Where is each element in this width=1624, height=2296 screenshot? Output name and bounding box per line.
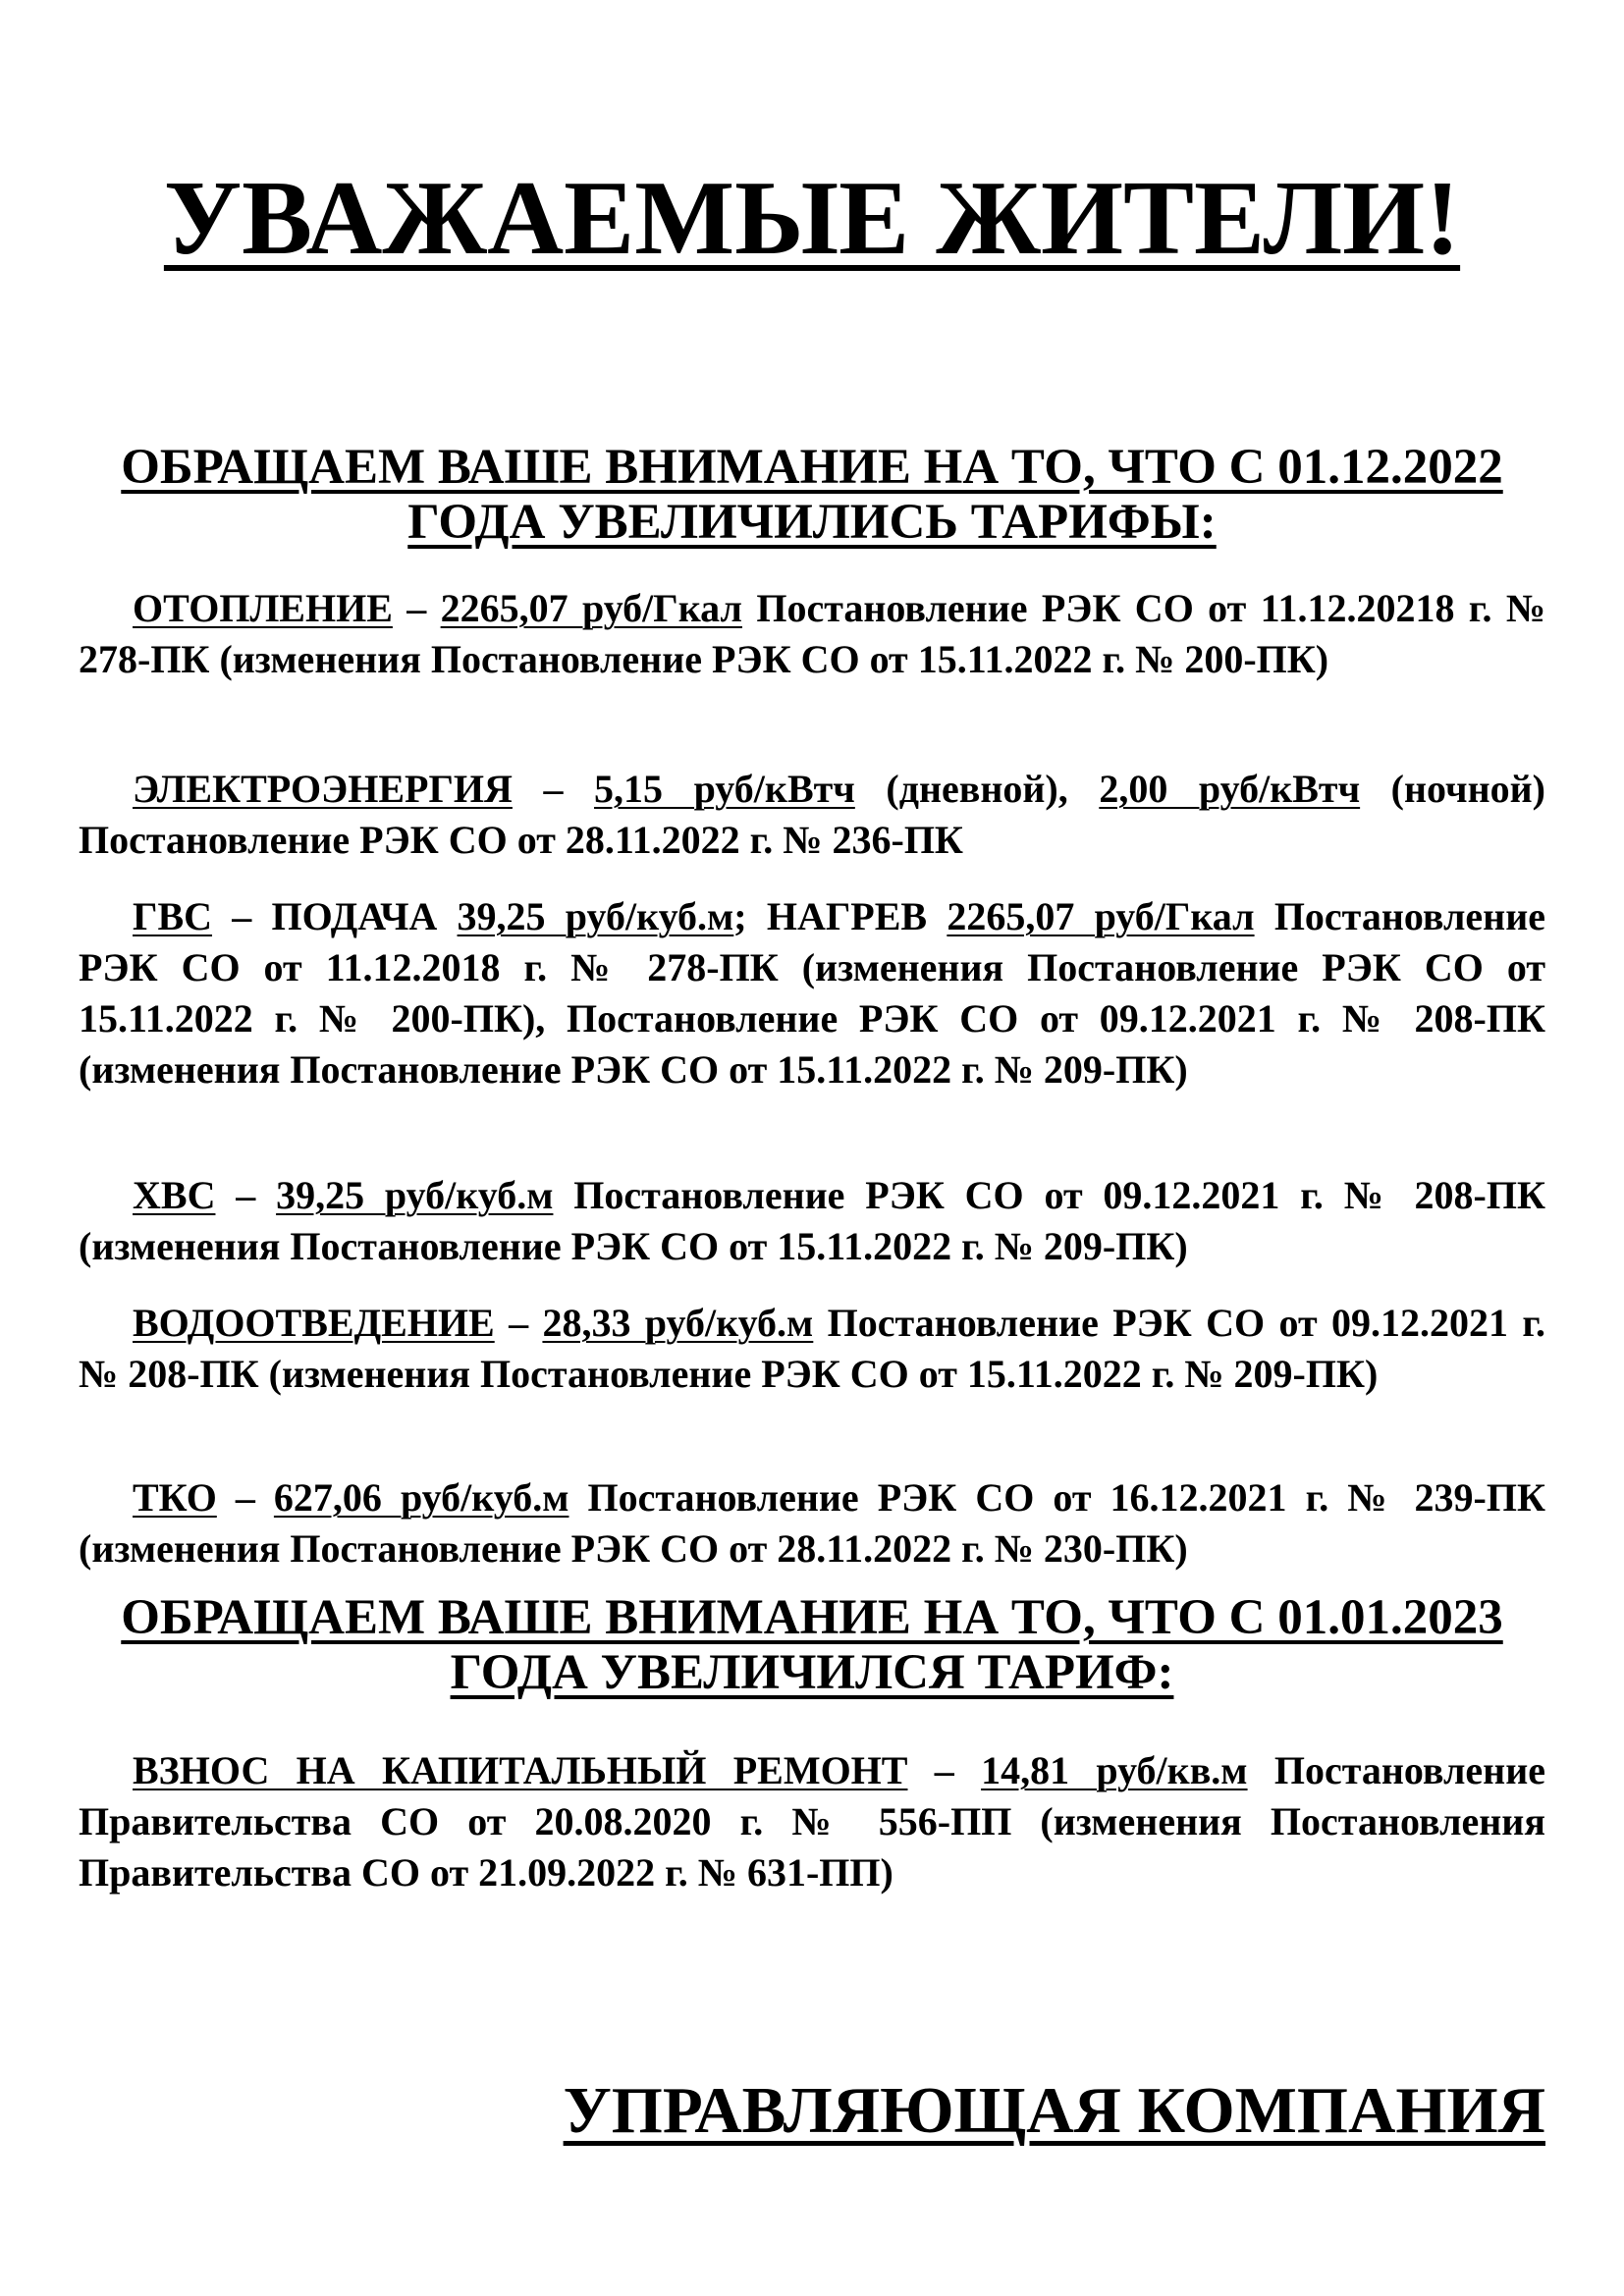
tariff-basis: Постановление РЭК СО от 09.12.2021 г. № 208-ПК (изменения Постановление РЭК СО от 15.11.2022 г. № 209-ПК) — [79, 1301, 1546, 1396]
tariff-rate-night: 2,00 руб/кВтч — [1099, 767, 1361, 811]
tariff-separator: – — [907, 1748, 982, 1792]
tariff-name: ВЗНОС НА КАПИТАЛЬНЫЙ РЕМОНТ — [133, 1748, 908, 1792]
tariff-basis: Постановление РЭК СО от 09.12.2021 г. № 208-ПК (изменения Постановление РЭК СО от 15.11.2022 г. № 209-ПК) — [79, 1173, 1545, 1268]
tariff-electricity — [79, 764, 1545, 866]
tariff-name: ОТОПЛЕНИЕ — [133, 586, 393, 630]
tariff-basis: Постановление РЭК СО от 11.12.20218 г. № 278-ПК (изменения Постановление РЭК СО от 15.11.2022 г. № 200-ПК) — [79, 586, 1546, 681]
tariff-separator: – — [494, 1301, 543, 1345]
tariff-basis: Постановление Правительства СО от 20.08.2020 г. № 556-ПП (изменения Постановления Правительства СО от 21.09.2022 г. № 631-ПП) — [79, 1748, 1546, 1895]
tariff-name: ХВС — [133, 1173, 216, 1217]
tariff-capital-repair — [79, 1745, 1545, 1898]
tariff-rate: 39,25 руб/куб.м — [276, 1173, 554, 1217]
section-heading-january: ОБРАЩАЕМ ВАШЕ ВНИМАНИЕ НА ТО, ЧТО С 01.01.2023 ГОДА УВЕЛИЧИЛСЯ ТАРИФ: — [121, 1590, 1503, 1700]
tariff-rate-heating: 2265,07 руб/Гкал — [947, 894, 1255, 938]
signature-management-company: УПРАВЛЯЮЩАЯ КОМПАНИЯ — [563, 2074, 1545, 2147]
tariff-separator: – — [392, 586, 441, 630]
tariff-rate: 627,06 руб/куб.м — [273, 1475, 569, 1520]
tariff-rate: 14,81 руб/кв.м — [981, 1748, 1248, 1792]
tariff-drainage — [79, 1298, 1545, 1400]
tariff-rate-supply: 39,25 руб/куб.м — [457, 894, 734, 938]
tariff-heating — [79, 583, 1545, 685]
tariff-separator: – — [215, 1173, 277, 1217]
section-heading-december: ОБРАЩАЕМ ВАШЕ ВНИМАНИЕ НА ТО, ЧТО С 01.12.2022 ГОДА УВЕЛИЧИЛИСЬ ТАРИФЫ: — [121, 440, 1503, 550]
tariff-rate-note: ; НАГРЕВ — [733, 894, 947, 938]
tariff-basis: (ночной) Постановление РЭК СО от 28.11.2022 г. № 236-ПК — [79, 767, 1545, 862]
tariff-solid-waste — [79, 1472, 1545, 1575]
tariff-basis: Постановление РЭК СО от 16.12.2021 г. № 239-ПК (изменения Постановление РЭК СО от 28.11.2022 г. № 230-ПК) — [79, 1475, 1545, 1571]
tariff-separator: – — [512, 767, 595, 811]
tariff-rate-day: 5,15 руб/кВтч — [594, 767, 855, 811]
tariff-basis: Постановление РЭК СО от 11.12.2018 г. № 278-ПК (изменения Постановление РЭК СО от 15.11.2022 г. № 200-ПК), Постановление РЭК СО от 09.12.2021 г. № 208-ПК (изменения Постановление РЭК СО от 15.11.2022 г. № 209-ПК) — [79, 894, 1545, 1092]
tariff-name: ГВС — [133, 894, 213, 938]
tariff-rate: 28,33 руб/куб.м — [542, 1301, 814, 1345]
tariff-hot-water — [79, 891, 1545, 1095]
tariff-rate-note: (дневной), — [854, 767, 1100, 811]
tariff-name: ВОДООТВЕДЕНИЕ — [133, 1301, 495, 1345]
tariff-cold-water — [79, 1170, 1545, 1272]
tariff-separator: – — [216, 1475, 274, 1520]
tariff-rate: 2265,07 руб/Гкал — [440, 586, 742, 630]
page-title: УВАЖАЕМЫЕ ЖИТЕЛИ! — [163, 160, 1461, 277]
tariff-name: ТКО — [133, 1475, 217, 1520]
tariff-separator: – ПОДАЧА — [212, 894, 458, 938]
tariff-name: ЭЛЕКТРОЭНЕРГИЯ — [133, 767, 513, 811]
